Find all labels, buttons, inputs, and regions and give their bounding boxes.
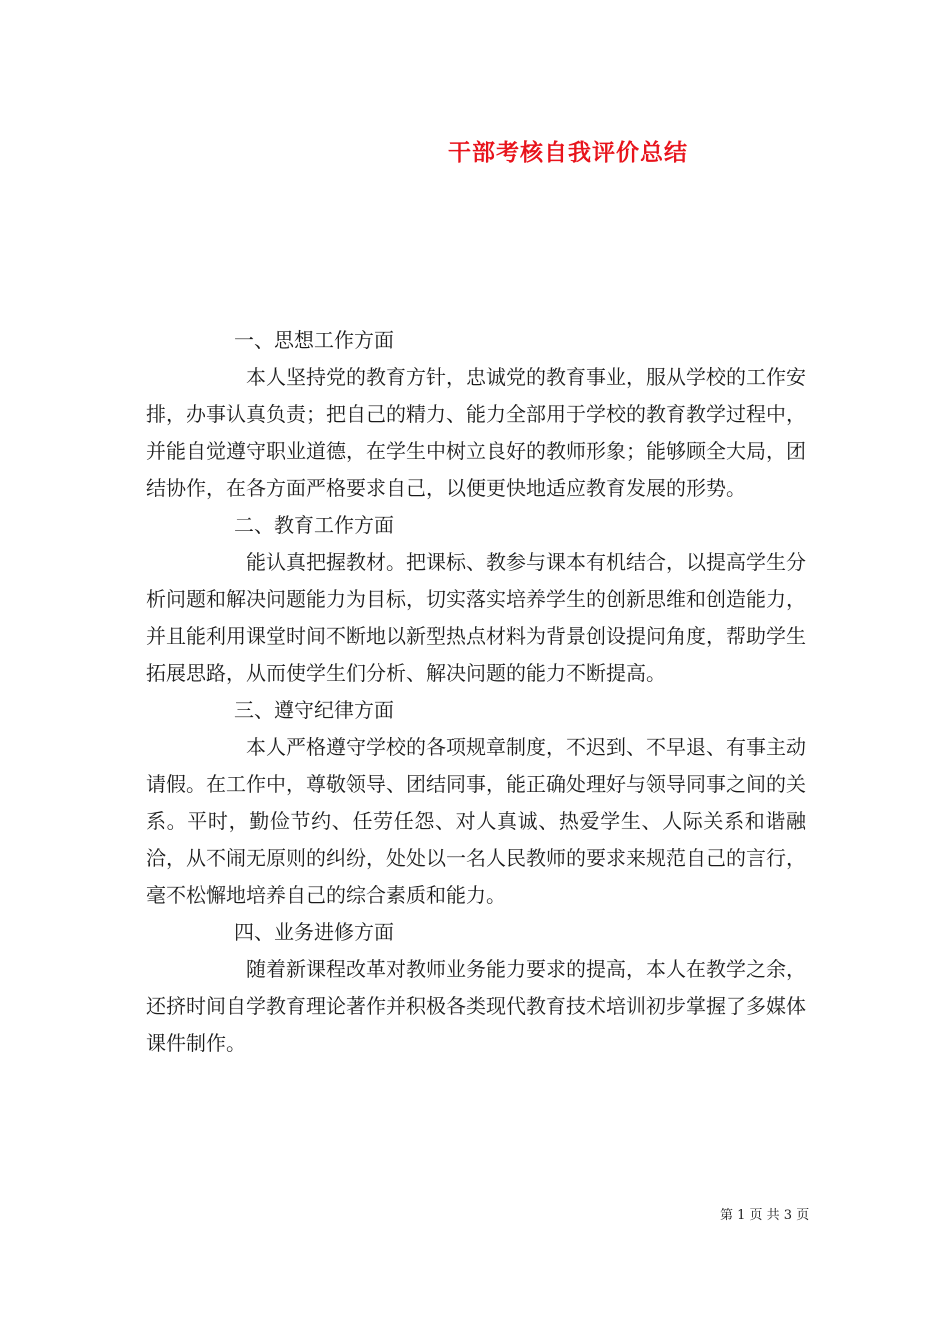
section-heading-2: 二、教育工作方面	[234, 513, 394, 537]
document-title: 干部考核自我评价总结	[448, 139, 688, 166]
section-heading-3: 三、遵守纪律方面	[234, 698, 394, 722]
section-heading-1: 一、思想工作方面	[234, 328, 394, 352]
section-paragraph-1: 本人坚持党的教育方针，忠诚党的教育事业，服从学校的工作安排，办事认真负责；把自己的精力、能力全部用于学校的教育教学过程中，并能自觉遵守职业道德，在学生中树立良好的教师形象；能够顾全大局，团结协作，在各方面严格要求自己，以便更快地适应教育发展的形势。	[146, 365, 806, 500]
section-heading-4: 四、业务进修方面	[234, 920, 394, 944]
section-paragraph-2: 能认真把握教材。把课标、教参与课本有机结合，以提高学生分析问题和解决问题能力为目标，切实落实培养学生的创新思维和创造能力，并且能利用课堂时间不断地以新型热点材料为背景创设提问角度，帮助学生拓展思路，从而使学生们分析、解决问题的能力不断提高。	[146, 550, 806, 685]
section-paragraph-4: 随着新课程改革对教师业务能力要求的提高，本人在教学之余，还挤时间自学教育理论著作并积极各类现代教育技术培训初步掌握了多媒体课件制作。	[146, 957, 806, 1055]
section-paragraph-3: 本人严格遵守学校的各项规章制度，不迟到、不早退、有事主动请假。在工作中，尊敬领导、团结同事，能正确处理好与领导同事之间的关系。平时，勤俭节约、任劳任怨、对人真诚、热爱学生、人际关系和谐融洽，从不闹无原则的纠纷，处处以一名人民教师的要求来规范自己的言行，毫不松懈地培养自己的综合素质和能力。	[146, 735, 806, 907]
document-body	[146, 322, 806, 1062]
page-number-footer: 第 1 页 共 3 页	[720, 1208, 810, 1223]
